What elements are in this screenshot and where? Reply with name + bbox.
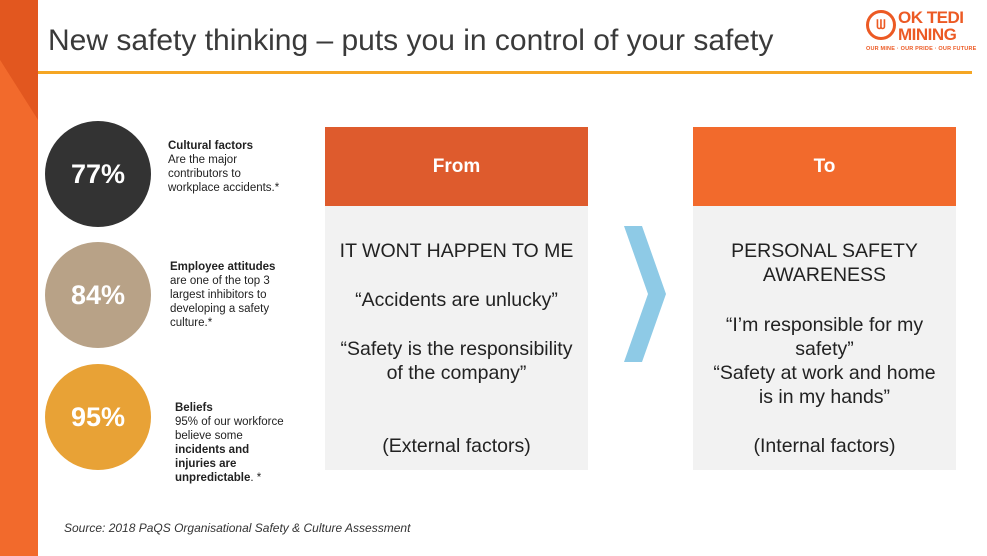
from-line: (External factors) (382, 435, 531, 457)
stat-text-beliefs (175, 401, 310, 485)
from-line: “Safety is the responsibility (340, 338, 573, 360)
stat-heading: Employee attitudes (170, 261, 276, 273)
page-title: New safety thinking – puts you in control of your safety (48, 24, 774, 57)
stat-line: 95% of our workforce (175, 416, 284, 428)
to-line: “Safety at work and home (713, 362, 936, 384)
stat-text-attitudes (170, 260, 305, 330)
title-underline (38, 71, 972, 74)
source-note: Source: 2018 PaQS Organisational Safety & Culture Assessment (64, 521, 411, 535)
stat-line-suffix: . * (250, 472, 262, 484)
logo-line2: MINING (898, 25, 957, 44)
from-header: From (325, 127, 588, 206)
stat-heading: Beliefs (175, 402, 213, 414)
stat-circle-attitudes: 84% (45, 242, 151, 348)
stat-line: believe some (175, 430, 243, 442)
to-line: (Internal factors) (753, 435, 896, 457)
stat-line: largest inhibitors to (170, 289, 267, 301)
stat-line: culture.* (170, 317, 213, 329)
stat-line-bold: incidents and (175, 444, 250, 456)
chevron-right-icon (622, 226, 668, 362)
stat-line: workplace accidents.* (168, 182, 280, 194)
from-line: of the company” (386, 362, 527, 384)
to-line: AWARENESS (762, 264, 887, 286)
ok-tedi-emblem-icon: ᗯ (866, 10, 896, 40)
stat-text-cultural (168, 139, 303, 195)
to-line: “I’m responsible for my (725, 314, 924, 336)
stat-line-bold: injuries are (175, 458, 237, 470)
stat-line: are one of the top 3 (170, 275, 270, 287)
stat-circle-cultural: 77% (45, 121, 151, 227)
to-line: PERSONAL SAFETY (731, 240, 918, 262)
logo-tagline: OUR MINE · OUR PRIDE · OUR FUTURE (866, 46, 977, 52)
from-line: IT WONT HAPPEN TO ME (339, 240, 574, 262)
from-body (325, 206, 588, 470)
from-line: “Accidents are unlucky” (355, 289, 558, 311)
to-header: To (693, 127, 956, 206)
stat-line: contributors to (168, 168, 241, 180)
stat-heading: Cultural factors (168, 140, 253, 152)
stat-line: Are the major (168, 154, 238, 166)
to-line: safety” (795, 338, 854, 360)
stat-circle-beliefs: 95% (45, 364, 151, 470)
stat-line: developing a safety (170, 303, 270, 315)
logo-line1: OK TEDI (898, 8, 964, 27)
to-line: is in my hands” (758, 386, 891, 408)
left-bar-stripe-decoration (0, 0, 38, 556)
to-body (693, 206, 956, 470)
stat-line-bold: unpredictable (175, 472, 251, 484)
company-logo (866, 8, 976, 56)
